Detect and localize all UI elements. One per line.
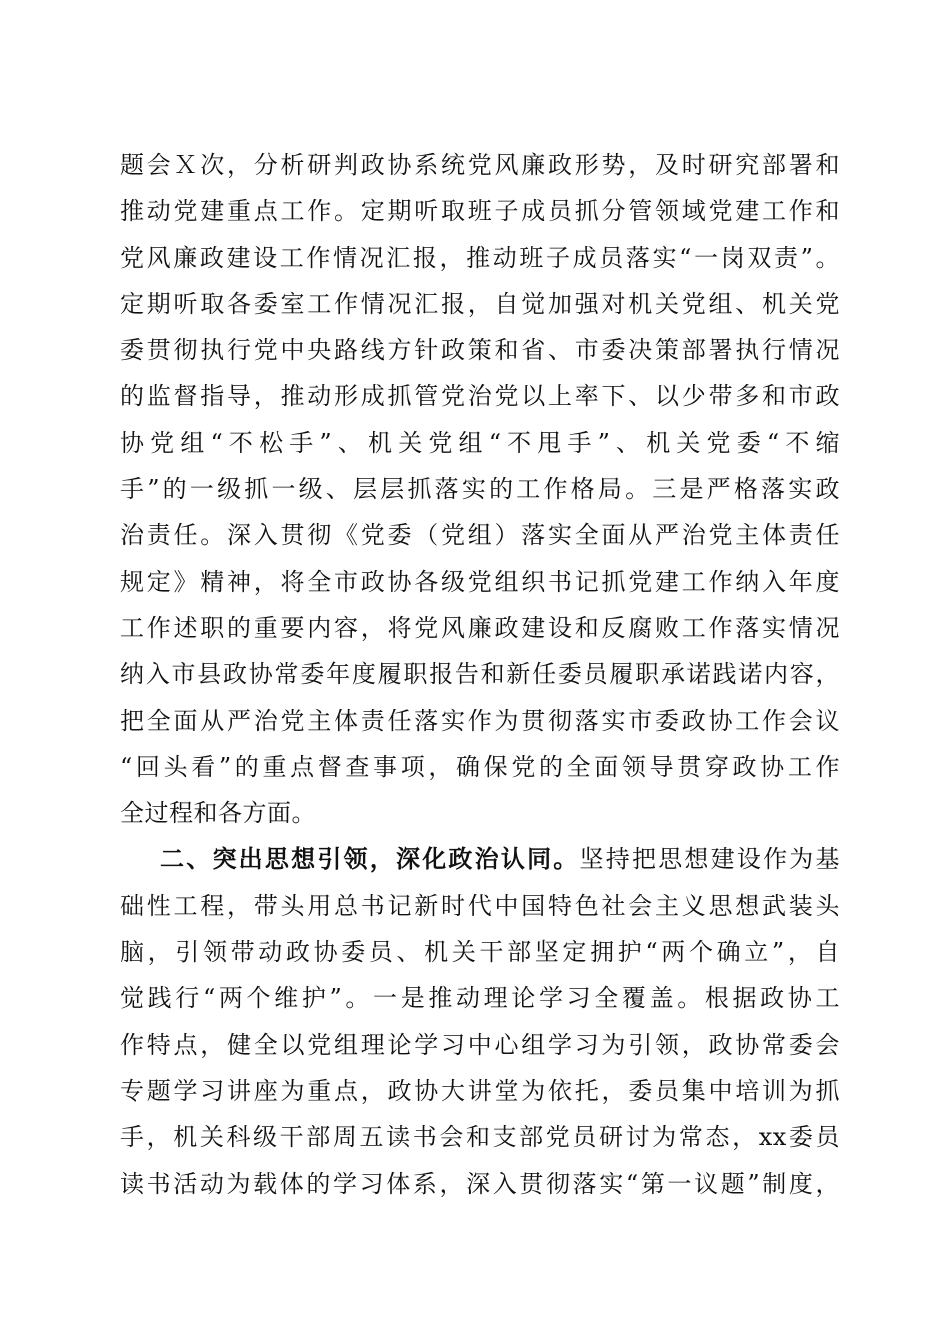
text-line: 协党组“不松手”、机关党组“不甩手”、机关党委“不缩 [120,428,840,457]
text-line: 推动党建重点工作。定期听取班子成员抓分管领域党建工作和 [120,197,840,226]
text-line: 全过程和各方面。 [120,799,316,828]
text-line: 手，机关科级干部周五读书会和支部党员研讨为常态，xx委员 [120,1123,840,1152]
paragraph-1 [120,142,840,836]
text-line: “回头看”的重点督查事项，确保党的全面领导贯穿政协工作 [120,752,840,781]
text-line: 读书活动为载体的学习体系，深入贯彻落实“第一议题”制度， [120,1169,840,1198]
text-line: 觉践行“两个维护”。一是推动理论学习全覆盖。根据政协工 [120,984,840,1013]
paragraph-2 [120,836,840,1206]
text-line: 作特点，健全以党组理论学习中心组学习为引领，政协常委会 [120,1030,840,1059]
text-line: 纳入市县政协常委年度履职报告和新任委员履职承诺践诺内容， [120,660,840,689]
text-run: 坚持把思想建设作为基 [579,845,841,874]
text-line: 题会Ｘ次，分析研判政协系统党风廉政形势，及时研究部署和 [120,151,840,179]
text-line: 础性工程，带头用总书记新时代中国特色社会主义思想武装头 [120,891,840,920]
text-line: 定期听取各委室工作情况汇报，自觉加强对机关党组、机关党 [120,289,840,318]
text-line: 把全面从严治党主体责任落实作为贯彻落实市委政协工作会议 [120,706,840,735]
text-line: 工作述职的重要内容，将党风廉政建设和反腐败工作落实情况 [120,613,840,642]
heading-line [120,836,840,882]
text-line: 脑，引领带动政协委员、机关干部坚定拥护“两个确立”，自 [120,938,840,967]
text-line: 规定》精神，将全市政协各级党组织书记抓党建工作纳入年度 [120,567,840,596]
document-body [120,142,840,1207]
text-line: 专题学习讲座为重点，政协大讲堂为依托，委员集中培训为抓 [120,1076,840,1105]
text-line: 的监督指导，推动形成抓管党治党以上率下、以少带多和市政 [120,382,840,411]
text-line: 治责任。深入贯彻《党委（党组）落实全面从严治党主体责任 [120,521,840,550]
text-line: 委贯彻执行党中央路线方针政策和省、市委决策部署执行情况 [120,336,840,365]
section-heading: 二、突出思想引领，深化政治认同。 [160,845,580,874]
text-line: 党风廉政建设工作情况汇报，推动班子成员落实“一岗双责”。 [120,243,840,272]
text-line: 手”的一级抓一级、层层抓落实的工作格局。三是严格落实政 [120,475,840,504]
